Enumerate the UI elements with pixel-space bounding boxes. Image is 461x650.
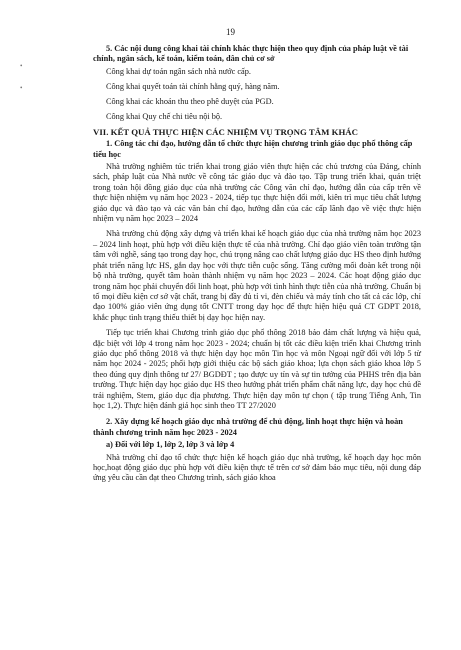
- paragraph: Nhà trường nghiêm túc triển khai trong giáo viên thực hiện các chủ trương của Đảng, chính sách, pháp luật của Nhà nước về công tác giáo dục và đào tạo. Tập trung triển khai, quán triệt trong toàn hội đồng giáo dục của nhà trường các Công văn chỉ đạo, hướng dẫn của cấp trên về thực hiện nhiệm vụ năm học 2023 - 2024, tiếp tục thực hiện đổi mới, kiên trì mục tiêu chất lượng giáo dục và đào tạo và các văn bản chỉ đạo, hướng dẫn của các cấp lãnh đạo về việc thực hiện nhiệm vụ năm học 2023 – 2024: [93, 162, 421, 224]
- section5-list: [93, 67, 421, 122]
- paragraph: Nhà trường chủ động xây dựng và triển khai kế hoạch giáo dục của nhà trường năm học 2023 – 2024 linh hoạt, phù hợp với điều kiện thực tế của nhà trường. Chỉ đạo giáo viên toàn trường tận tâm với nghề, sáng tạo trong dạy học, chú trọng nâng cao chất lượng giáo dục HS theo định hướng phát triển năng lực HS, gắn dạy học với thực tiễn cuộc sống. Tăng cường mối đoàn kết trong nội bộ nhà trường, quyết tâm hoàn thành nhiệm vụ năm học 2023 – 2024. Các hoạt động giáo dục trong năm học phải chuyển đổi linh hoạt, phù hợp với tình hình thực tiễn của nhà trường. Chuẩn bị tố mọi điều kiện cơ sở vật chất, trang bị đầy đủ tỉ vi, đèn chiếu và máy tính cho tất cả các lớp, chỉ đạo 100% giáo viên ứng dụng tốt CNTT trong dạy học để thực hiện hiệu quả CT GDPT 2018, khắc phục tình trạng thiếu thiết bị dạy học hiện nay.: [93, 229, 421, 322]
- paragraph: Tiếp tục triển khai Chương trình giáo dục phổ thông 2018 bảo đảm chất lượng và hiệu quả, đặc biệt với lớp 4 trong năm học 2023 - 2024; chuẩn bị tốt các điều kiện triển khai Chương trình giáo dục phổ thông 2018 và thực hiện dạy học môn Tin học và môn Ngoại ngữ đối với lớp 5 từ năm học 2024 - 2025; phối hợp giới thiệu các bộ sách giáo khoa; lựa chọn sách giáo khoa lớp 5 theo đúng quy định thông tư 27/ BGDĐT ; tạo được uy tín và sự tin tưởng của PHHS trên địa bàn trường. Thực hiện dạy học giáo dục HS theo hướng phát triển phẩm chất năng lực, dạy học chủ đề trải nghiệm, Stem, giáo dục địa phương. Thực hiện dạy môn tự chọn ( tập trung Tiếng Anh, Tin học 1,2). Thực hiện đánh giá học sinh theo TT 27/2020: [93, 328, 421, 410]
- section5-heading: 5. Các nội dung công khai tài chính khác thực hiện theo quy định của pháp luật về tài chính, ngân sách, kế toán, kiểm toán, dân chủ cơ sở: [93, 44, 409, 64]
- list-item: Công khai Quy chế chi tiêu nội bộ.: [106, 111, 223, 121]
- subsection2-heading: 2. Xây dựng kế hoạch giáo dục nhà trường để chủ động, linh hoạt thực hiện và hoàn thành chương trình năm học 2023 - 2024: [93, 417, 403, 437]
- list-item: Công khai dự toán ngân sách nhà nước cấp.: [106, 66, 251, 76]
- subsection1-heading: 1. Công tác chỉ đạo, hướng dẫn tổ chức thực hiện chương trình giáo dục phổ thông cấp tiểu học: [93, 139, 413, 159]
- subsection-a-heading: a) Đối với lớp 1, lớp 2, lớp 3 và lớp 4: [106, 440, 235, 450]
- margin-mark: •: [20, 62, 23, 70]
- list-item: Công khai quyết toán tài chính hằng quý, hàng năm.: [106, 81, 280, 91]
- list-item: Công khai các khoản thu theo phê duyệt của PGD.: [106, 96, 274, 106]
- paragraph: Nhà trường chỉ đạo tổ chức thực hiện kế hoạch giáo dục nhà trường, kế hoạch dạy học môn học,hoạt động giáo dục phù hợp với điều kiện thực tế trên cơ sở đảm bảo mục tiêu, nội dung đáp ứng yêu cầu cần đạt theo Chương trình, sách giáo khoa: [93, 452, 421, 483]
- document-body: [93, 44, 421, 489]
- section7-heading: VII. KẾT QUẢ THỰC HIỆN CÁC NHIỆM VỤ TRỌNG TÂM KHÁC: [93, 126, 358, 137]
- page-number: 19: [226, 27, 235, 37]
- margin-mark: •: [20, 84, 23, 92]
